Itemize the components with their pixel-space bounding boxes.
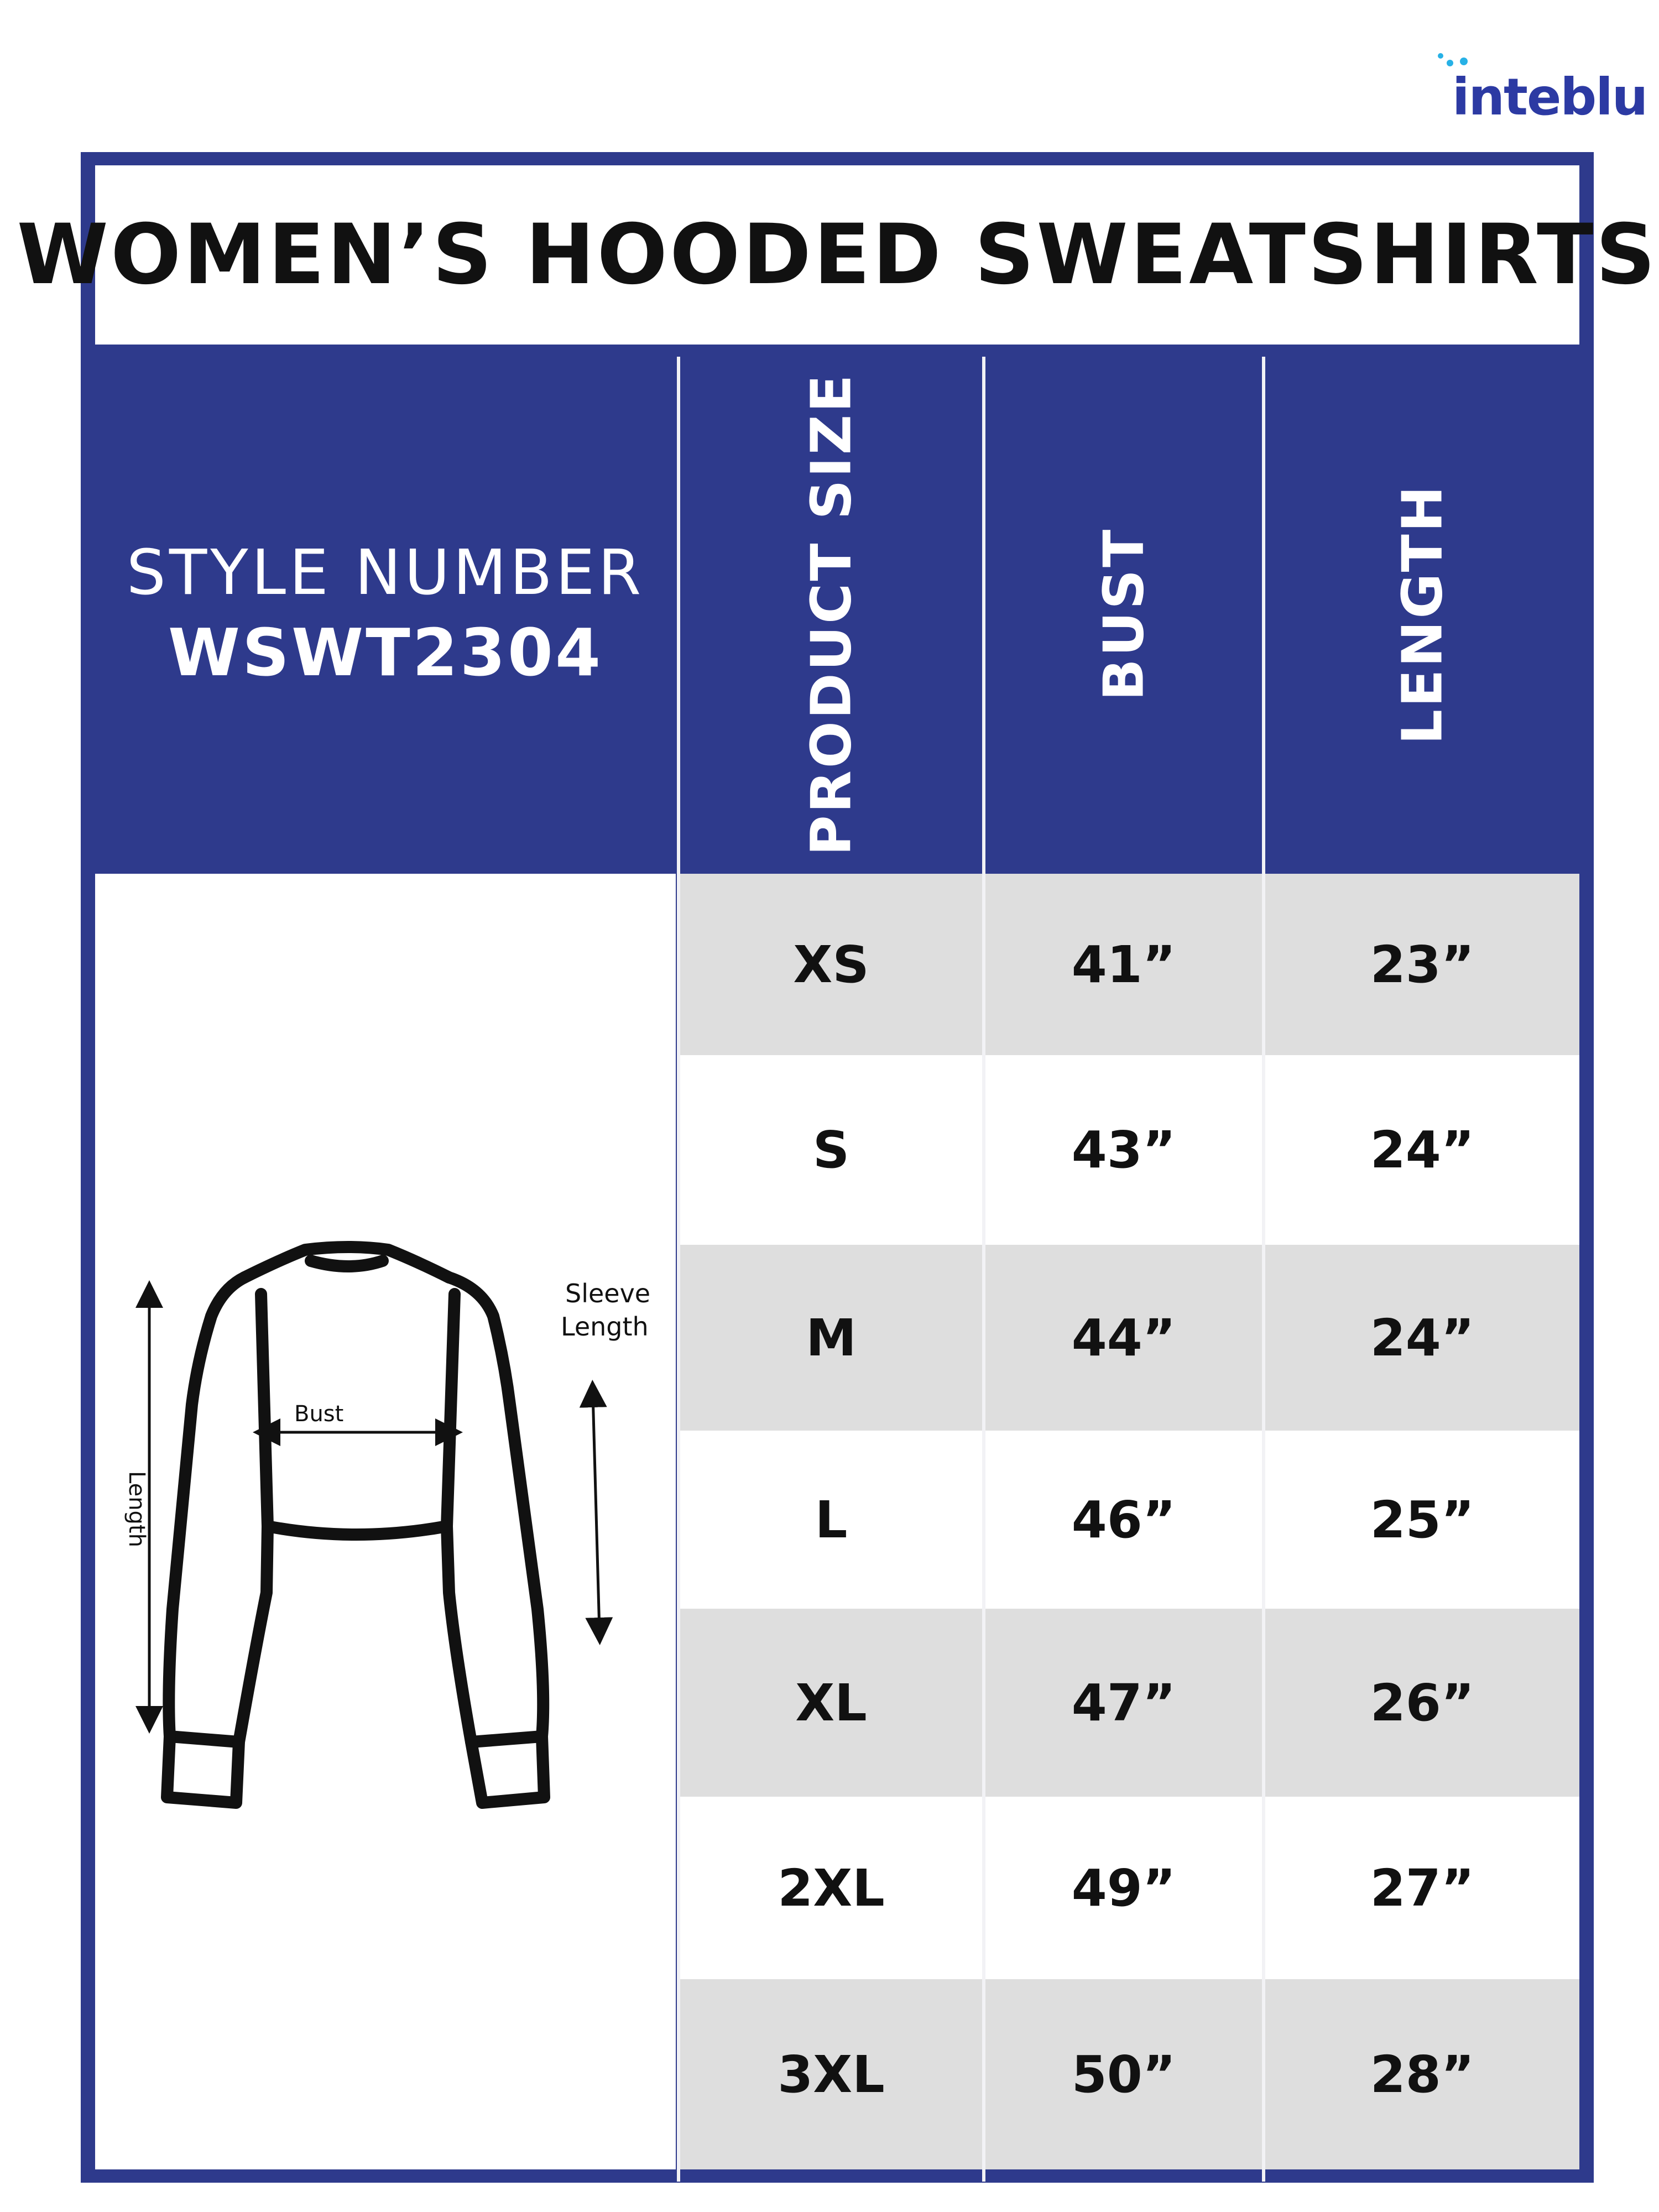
length-cell: 27”: [1370, 1858, 1475, 1918]
bust-cell: 44”: [1071, 1308, 1176, 1368]
column-divider: [1262, 357, 1265, 2182]
size-cell: XL: [795, 1673, 867, 1733]
logo-dot: [1438, 53, 1443, 59]
length-label: Length: [124, 1471, 149, 1547]
size-chart-frame: [17, 152, 1658, 2183]
sweatshirt-diagram-cell: [95, 874, 676, 2169]
bust-cell: 46”: [1071, 1490, 1176, 1550]
brand-logo: [1438, 46, 1648, 129]
style-label: STYLE NUMBER: [126, 537, 645, 609]
length-cell: 24”: [1370, 1120, 1475, 1180]
size-cell: M: [806, 1308, 857, 1368]
table-row: [680, 1055, 1579, 1245]
column-header-size-label: PRODUCT SIZE: [799, 372, 864, 855]
bust-cell: 49”: [1071, 1858, 1176, 1918]
style-number: WSWT2304: [168, 614, 603, 691]
style-header: [95, 357, 676, 871]
sleeve-label-line-2: Length: [561, 1312, 649, 1342]
column-divider: [982, 357, 985, 2182]
table-row: [680, 1979, 1579, 2169]
column-header-size: [680, 357, 982, 871]
sweatshirt-outline: [167, 1247, 544, 1803]
length-cell: 28”: [1370, 2044, 1475, 2104]
column-header-length-label: LENGTH: [1390, 483, 1455, 744]
length-cell: 25”: [1370, 1490, 1475, 1550]
size-cell: S: [812, 1120, 850, 1180]
logo-dot: [1460, 58, 1468, 65]
column-header-length: [1265, 357, 1579, 871]
bust-cell: 47”: [1071, 1673, 1176, 1733]
logo-text: inteblu: [1452, 67, 1647, 127]
table-row: [680, 1609, 1579, 1797]
size-cell: 2XL: [778, 1858, 885, 1918]
size-cell: 3XL: [778, 2044, 885, 2104]
title-box: [17, 165, 1658, 345]
table-row: [680, 874, 1579, 1055]
bust-cell: 50”: [1071, 2044, 1176, 2104]
sleeve-label-line-1: Sleeve: [565, 1279, 651, 1308]
sweatshirt-diagram: [95, 874, 676, 2169]
length-cell: 23”: [1370, 935, 1475, 994]
length-cell: 26”: [1370, 1673, 1475, 1733]
bust-cell: 43”: [1071, 1120, 1176, 1180]
size-cell: XS: [793, 935, 869, 994]
bust-cell: 41”: [1071, 935, 1176, 994]
sleeve-length-arrow: [593, 1394, 599, 1631]
column-divider: [677, 357, 680, 2182]
size-cell: L: [815, 1490, 848, 1550]
logo-dot: [1447, 60, 1453, 66]
table-row: [680, 1431, 1579, 1609]
table-row: [680, 1797, 1579, 1979]
length-cell: 24”: [1370, 1308, 1475, 1368]
chart-title: WOMEN’S HOODED SWEATSHIRTS: [17, 207, 1658, 303]
table-row: [680, 1245, 1579, 1431]
bust-label: Bust: [294, 1401, 344, 1427]
column-header-bust-label: BUST: [1091, 527, 1156, 701]
column-header-bust: [985, 357, 1262, 871]
